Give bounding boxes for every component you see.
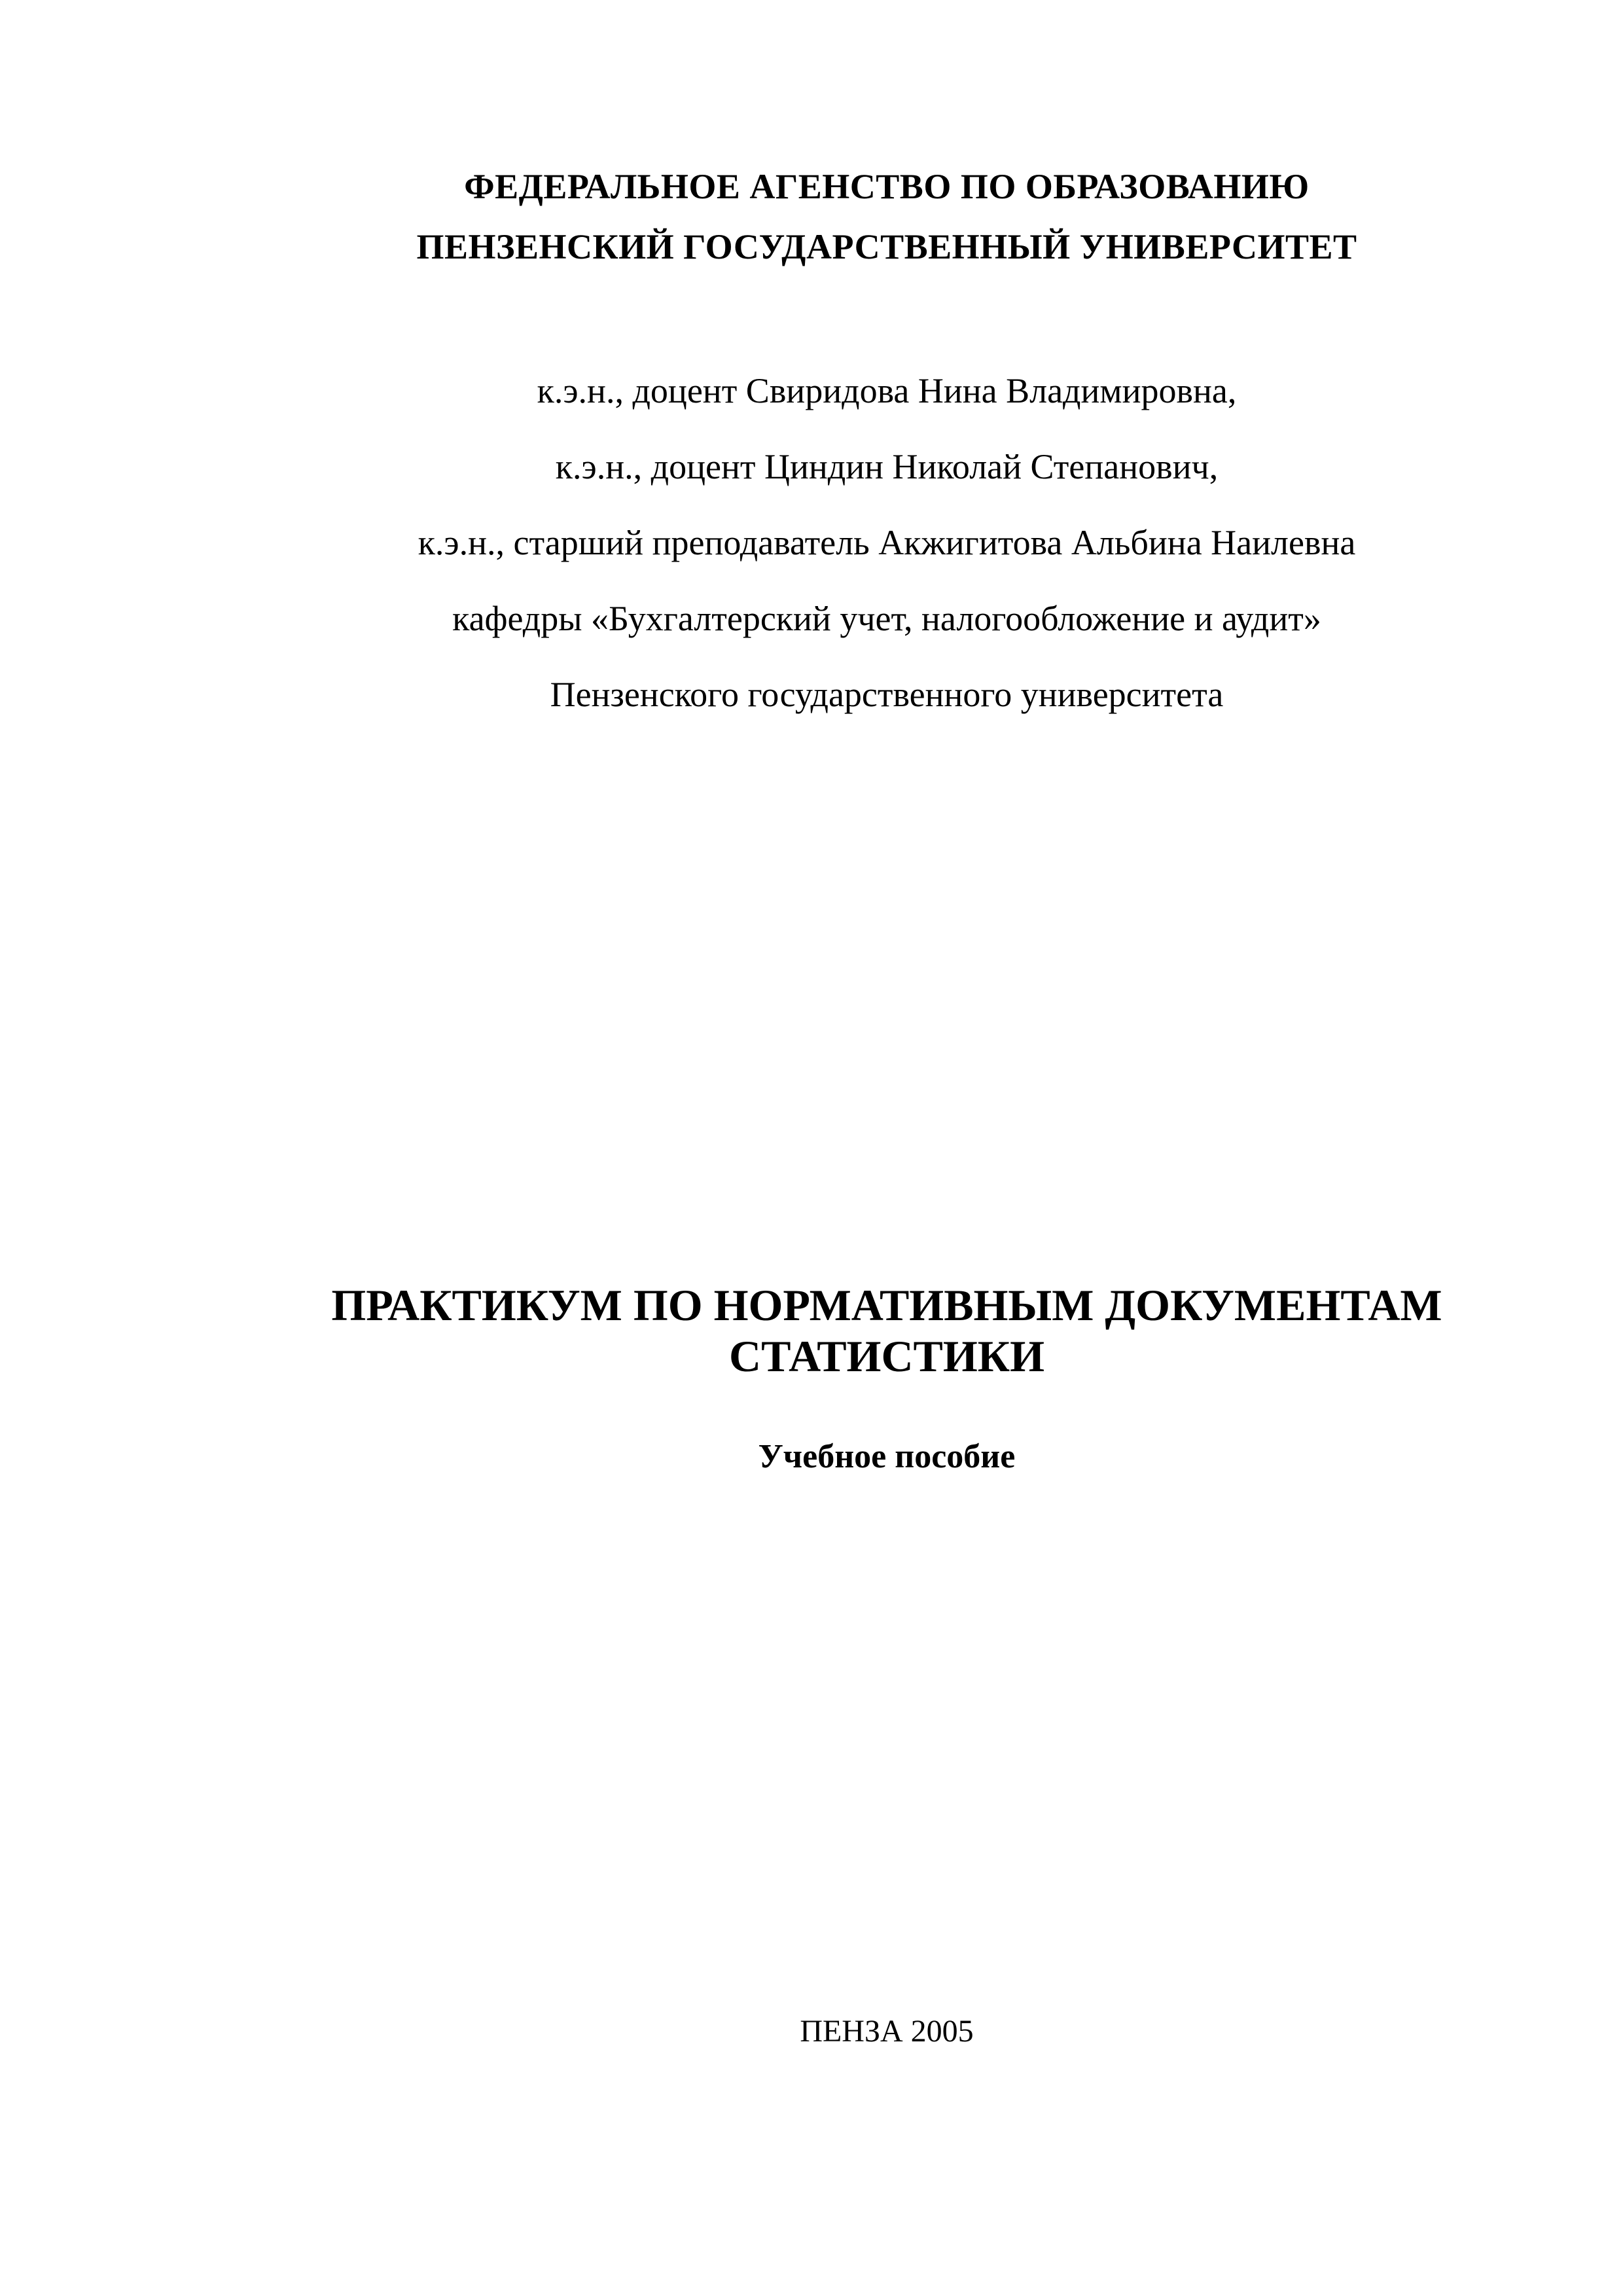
place-year: ПЕНЗА 2005 bbox=[800, 2014, 974, 2049]
book-title-line-2: СТАТИСТИКИ bbox=[728, 1331, 1045, 1381]
author-line-3: к.э.н., старший преподаватель Акжигитова Альбина Наилевна bbox=[418, 523, 1356, 562]
author-line-1: к.э.н., доцент Свиридова Нина Владимировна, bbox=[537, 371, 1237, 410]
university-line: Пензенского государственного университета bbox=[550, 675, 1224, 714]
university-heading: ПЕНЗЕНСКИЙ ГОСУДАРСТВЕННЫЙ УНИВЕРСИТЕТ bbox=[416, 227, 1357, 266]
department-line: кафедры «Бухгалтерский учет, налогообложение и аудит» bbox=[452, 599, 1321, 638]
book-title-line-1: ПРАКТИКУМ ПО НОРМАТИВНЫМ ДОКУМЕНТАМ bbox=[331, 1280, 1442, 1330]
author-line-2: к.э.н., доцент Циндин Николай Степанович, bbox=[555, 447, 1219, 486]
agency-heading: ФЕДЕРАЛЬНОЕ АГЕНСТВО ПО ОБРАЗОВАНИЮ bbox=[464, 167, 1310, 206]
book-subtitle: Учебное пособие bbox=[758, 1438, 1016, 1475]
